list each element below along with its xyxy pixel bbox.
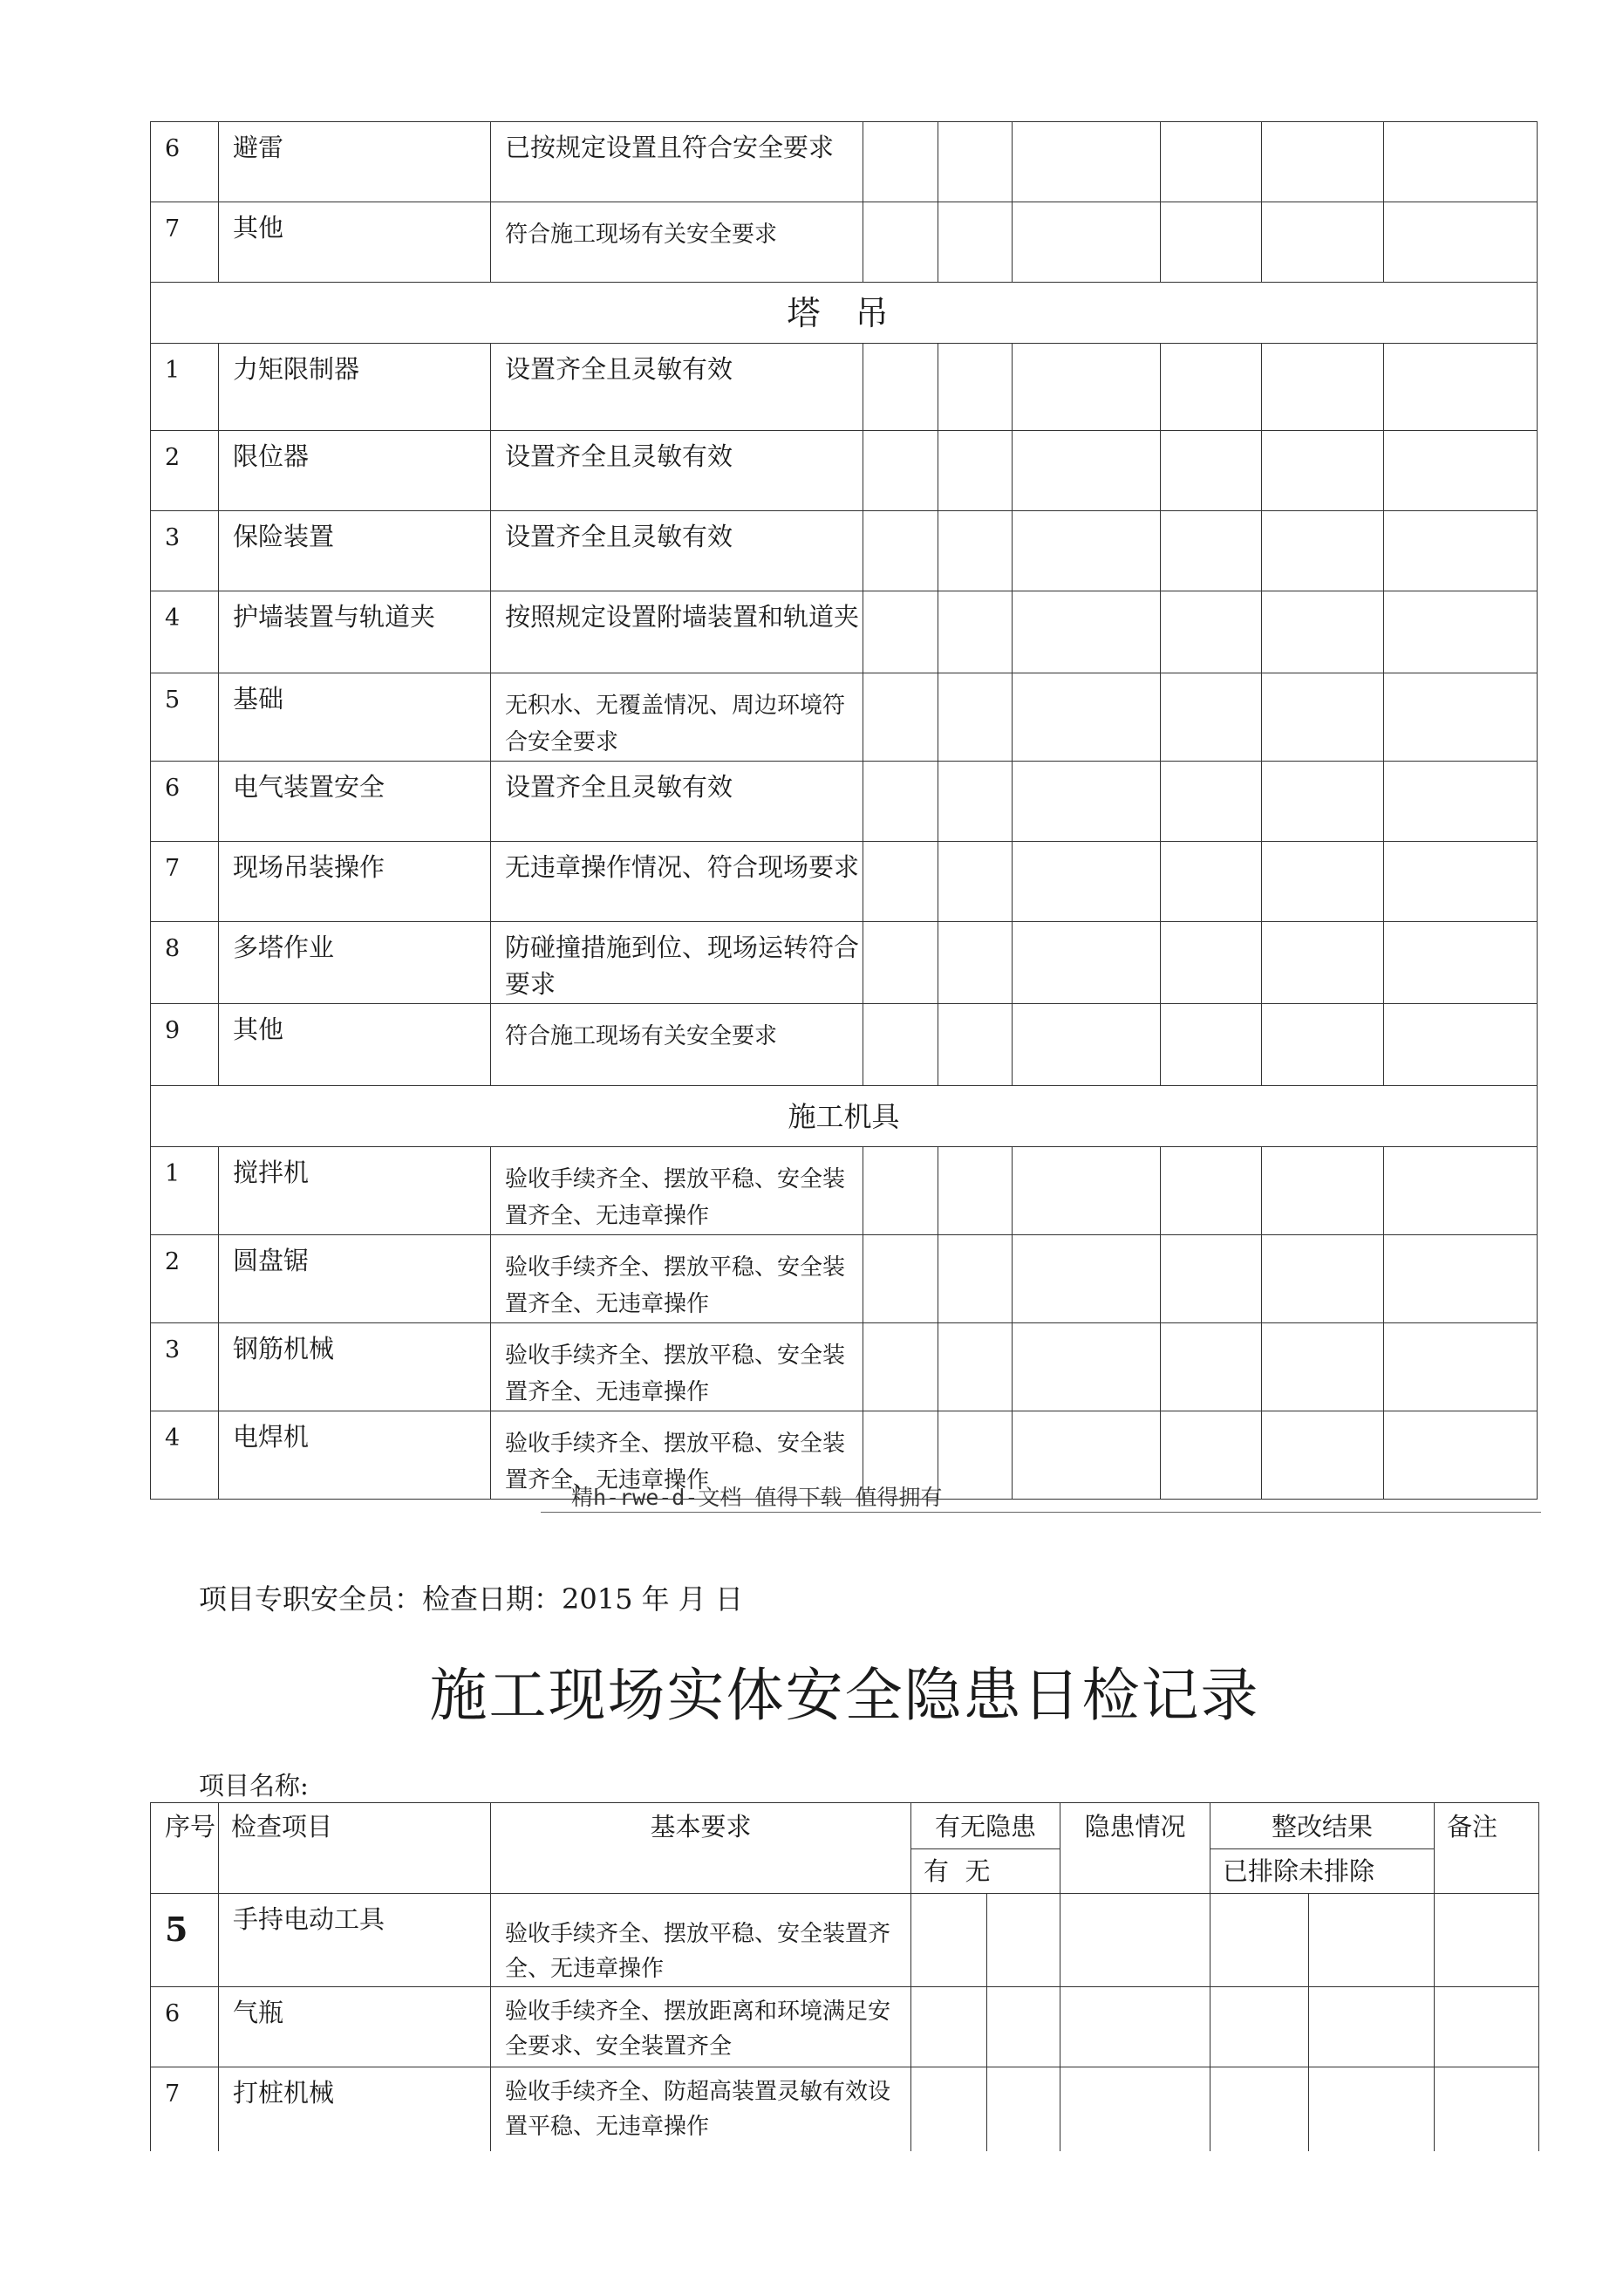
blank-cell[interactable] <box>1384 591 1538 673</box>
blank-cell[interactable] <box>1384 922 1538 1004</box>
blank-cell[interactable] <box>1262 591 1384 673</box>
blank-cell[interactable] <box>1013 202 1161 283</box>
row-number: 4 <box>151 591 219 673</box>
page-title: 施工现场实体安全隐患日检记录 <box>429 1662 1260 1729</box>
blank-cell[interactable] <box>863 1323 938 1411</box>
blank-cell[interactable] <box>1161 511 1262 591</box>
check-item: 限位器 <box>219 431 491 511</box>
check-item: 避雷 <box>219 122 491 202</box>
requirement: 符合施工现场有关安全要求 <box>491 1004 863 1086</box>
blank-cell[interactable] <box>1060 2067 1210 2151</box>
row-number: 2 <box>151 431 219 511</box>
header-basic-requirement: 基本要求 <box>491 1803 911 1894</box>
blank-cell[interactable] <box>1210 2067 1309 2151</box>
blank-cell[interactable] <box>1161 344 1262 431</box>
blank-cell[interactable] <box>1262 344 1384 431</box>
blank-cell[interactable] <box>1013 1411 1161 1500</box>
requirement: 无积水、无覆盖情况、周边环境符合安全要求 <box>491 673 863 762</box>
blank-cell[interactable] <box>938 511 1013 591</box>
blank-cell[interactable] <box>1262 431 1384 511</box>
row-number: 4 <box>151 1411 219 1500</box>
row-number: 1 <box>151 344 219 431</box>
row-number: 6 <box>151 762 219 842</box>
blank-cell[interactable] <box>938 1004 1013 1086</box>
blank-cell[interactable] <box>1013 431 1161 511</box>
blank-cell[interactable] <box>1262 762 1384 842</box>
blank-cell[interactable] <box>1435 1894 1539 1987</box>
blank-cell[interactable] <box>1060 1987 1210 2067</box>
blank-cell[interactable] <box>1161 591 1262 673</box>
hazard-yes-label: 有 <box>924 1856 950 1886</box>
blank-cell[interactable] <box>1013 762 1161 842</box>
requirement: 验收手续齐全、摆放距离和环境满足安全要求、安全装置齐全 <box>491 1987 911 2067</box>
check-item: 其他 <box>219 1004 491 1086</box>
table-row <box>151 1147 1538 1235</box>
blank-cell[interactable] <box>1013 922 1161 1004</box>
blank-cell[interactable] <box>1384 431 1538 511</box>
table-row <box>151 762 1538 842</box>
row-number: 3 <box>151 1323 219 1411</box>
requirement: 验收手续齐全、摆放平稳、安全装置齐全、无违章操作 <box>491 1894 911 1987</box>
requirement: 已按规定设置且符合安全要求 <box>491 122 863 202</box>
blank-cell[interactable] <box>1013 1147 1161 1235</box>
check-item: 钢筋机械 <box>219 1323 491 1411</box>
table-row <box>151 122 1538 202</box>
blank-cell[interactable] <box>1309 1894 1435 1987</box>
blank-cell[interactable] <box>938 762 1013 842</box>
blank-cell[interactable] <box>1262 1147 1384 1235</box>
blank-cell[interactable] <box>863 842 938 922</box>
blank-cell[interactable] <box>1384 1323 1538 1411</box>
inspector-date-line: 项目专职安全员：检查日期：2015 年 月 日 <box>199 1582 743 1616</box>
blank-cell[interactable] <box>1210 1987 1309 2067</box>
blank-cell[interactable] <box>938 202 1013 283</box>
check-item: 保险装置 <box>219 511 491 591</box>
blank-cell[interactable] <box>1384 511 1538 591</box>
blank-cell[interactable] <box>1262 122 1384 202</box>
blank-cell[interactable] <box>1309 2067 1435 2151</box>
blank-cell[interactable] <box>938 122 1013 202</box>
blank-cell[interactable] <box>863 922 938 1004</box>
section-row <box>151 1086 1538 1147</box>
blank-cell[interactable] <box>1384 673 1538 762</box>
blank-cell[interactable] <box>1384 1235 1538 1323</box>
table-row <box>151 1323 1538 1411</box>
section-title: 施工机具 <box>151 1086 1538 1147</box>
table-row <box>151 922 1538 1004</box>
blank-cell[interactable] <box>1384 1004 1538 1086</box>
blank-cell[interactable] <box>1013 122 1161 202</box>
table-row <box>151 1004 1538 1086</box>
blank-cell[interactable] <box>863 673 938 762</box>
check-item: 现场吊装操作 <box>219 842 491 922</box>
blank-cell[interactable] <box>987 2067 1060 2151</box>
requirement: 设置齐全且灵敏有效 <box>491 762 863 842</box>
blank-cell[interactable] <box>863 202 938 283</box>
check-item: 基础 <box>219 673 491 762</box>
blank-cell[interactable] <box>1262 1411 1384 1500</box>
blank-cell[interactable] <box>938 431 1013 511</box>
blank-cell[interactable] <box>863 431 938 511</box>
inspection-table-continued <box>150 121 1538 1500</box>
table-row <box>151 202 1538 283</box>
blank-cell[interactable] <box>863 1235 938 1323</box>
requirement: 验收手续齐全、摆放平稳、安全装置齐全、无违章操作 <box>491 1411 863 1500</box>
row-number: 7 <box>151 842 219 922</box>
blank-cell[interactable] <box>911 2067 987 2151</box>
requirement: 按照规定设置附墙装置和轨道夹 <box>491 591 863 673</box>
blank-cell[interactable] <box>1013 673 1161 762</box>
blank-cell[interactable] <box>1384 1411 1538 1500</box>
rectify-not-label: 未排除 <box>1299 1856 1375 1886</box>
blank-cell[interactable] <box>1013 591 1161 673</box>
blank-cell[interactable] <box>863 1004 938 1086</box>
requirement: 防碰撞措施到位、现场运转符合要求 <box>491 922 863 1004</box>
blank-cell[interactable] <box>911 1894 987 1987</box>
section-title: 塔 吊 <box>151 283 1538 344</box>
row-number: 5 <box>151 1894 219 1987</box>
blank-cell[interactable] <box>1161 202 1262 283</box>
table-row <box>151 1987 1539 2067</box>
table-row <box>151 1894 1539 1987</box>
header-seq-number: 序号 <box>151 1803 219 1894</box>
check-item: 圆盘锯 <box>219 1235 491 1323</box>
check-item: 电气装置安全 <box>219 762 491 842</box>
blank-cell[interactable] <box>1161 762 1262 842</box>
blank-cell[interactable] <box>1013 1004 1161 1086</box>
blank-cell[interactable] <box>1013 842 1161 922</box>
check-item: 打桩机械 <box>219 2067 491 2151</box>
blank-cell[interactable] <box>938 1235 1013 1323</box>
blank-cell[interactable] <box>1262 922 1384 1004</box>
blank-cell[interactable] <box>1161 842 1262 922</box>
section-row <box>151 283 1538 344</box>
table-row <box>151 431 1538 511</box>
blank-cell[interactable] <box>1013 511 1161 591</box>
header-hazard-yes-no <box>911 1849 1060 1894</box>
blank-cell[interactable] <box>987 1894 1060 1987</box>
inspection-table <box>150 1802 1539 2151</box>
blank-cell[interactable] <box>938 1411 1013 1500</box>
blank-cell[interactable] <box>863 122 938 202</box>
blank-cell[interactable] <box>1013 344 1161 431</box>
blank-cell[interactable] <box>911 1987 987 2067</box>
table-row <box>151 673 1538 762</box>
row-number: 6 <box>151 122 219 202</box>
check-item: 手持电动工具 <box>219 1894 491 1987</box>
row-number: 9 <box>151 1004 219 1086</box>
header-rectification-result: 整改结果 <box>1210 1803 1435 1849</box>
blank-cell[interactable] <box>1435 1987 1539 2067</box>
blank-cell[interactable] <box>1384 762 1538 842</box>
blank-cell[interactable] <box>1384 122 1538 202</box>
row-number: 3 <box>151 511 219 591</box>
requirement: 设置齐全且灵敏有效 <box>491 344 863 431</box>
header-check-item: 检查项目 <box>219 1803 491 1894</box>
check-item: 多塔作业 <box>219 922 491 1004</box>
blank-cell[interactable] <box>863 762 938 842</box>
requirement: 验收手续齐全、摆放平稳、安全装置齐全、无违章操作 <box>491 1235 863 1323</box>
blank-cell[interactable] <box>938 591 1013 673</box>
blank-cell[interactable] <box>1262 511 1384 591</box>
requirement: 无违章操作情况、符合现场要求 <box>491 842 863 922</box>
header-remarks: 备注 <box>1435 1803 1539 1894</box>
blank-cell[interactable] <box>1262 673 1384 762</box>
blank-cell[interactable] <box>1161 1235 1262 1323</box>
blank-cell[interactable] <box>1161 1323 1262 1411</box>
requirement: 验收手续齐全、摆放平稳、安全装置齐全、无违章操作 <box>491 1323 863 1411</box>
table-row <box>151 591 1538 673</box>
header-hazard-situation: 隐患情况 <box>1060 1803 1210 1894</box>
table-row <box>151 344 1538 431</box>
blank-cell[interactable] <box>1262 1323 1384 1411</box>
blank-cell[interactable] <box>1060 1894 1210 1987</box>
blank-cell[interactable] <box>987 1987 1060 2067</box>
rectify-done-label: 已排除 <box>1223 1856 1299 1886</box>
row-number: 5 <box>151 673 219 762</box>
blank-cell[interactable] <box>1262 1004 1384 1086</box>
footer-watermark-text: 精h-rwe-d-文档 值得下载 值得拥有 <box>571 1485 943 1510</box>
project-name-label: 项目名称: <box>199 1771 309 1801</box>
blank-cell[interactable] <box>1161 431 1262 511</box>
header-hazard-presence: 有无隐患 <box>911 1803 1060 1849</box>
hazard-no-label: 无 <box>965 1856 991 1886</box>
blank-cell[interactable] <box>938 344 1013 431</box>
header-rectify-status <box>1210 1849 1435 1894</box>
row-number: 2 <box>151 1235 219 1323</box>
blank-cell[interactable] <box>1309 1987 1435 2067</box>
blank-cell[interactable] <box>1384 202 1538 283</box>
check-item: 力矩限制器 <box>219 344 491 431</box>
blank-cell[interactable] <box>1262 842 1384 922</box>
requirement: 验收手续齐全、摆放平稳、安全装置齐全、无违章操作 <box>491 1147 863 1235</box>
blank-cell[interactable] <box>1161 1411 1262 1500</box>
check-item: 护墙装置与轨道夹 <box>219 591 491 673</box>
blank-cell[interactable] <box>1262 202 1384 283</box>
blank-cell[interactable] <box>1384 842 1538 922</box>
blank-cell[interactable] <box>938 673 1013 762</box>
check-item: 搅拌机 <box>219 1147 491 1235</box>
footer-divider <box>541 1512 1541 1513</box>
row-number: 1 <box>151 1147 219 1235</box>
table-row <box>151 2067 1539 2151</box>
blank-cell[interactable] <box>1013 1323 1161 1411</box>
blank-cell[interactable] <box>1161 1147 1262 1235</box>
check-item: 电焊机 <box>219 1411 491 1500</box>
blank-cell[interactable] <box>863 511 938 591</box>
blank-cell[interactable] <box>938 1323 1013 1411</box>
row-number: 7 <box>151 2067 219 2151</box>
blank-cell[interactable] <box>1384 1147 1538 1235</box>
blank-cell[interactable] <box>1013 1235 1161 1323</box>
blank-cell[interactable] <box>1262 1235 1384 1323</box>
blank-cell[interactable] <box>863 344 938 431</box>
check-item: 气瓶 <box>219 1987 491 2067</box>
blank-cell[interactable] <box>863 1147 938 1235</box>
blank-cell[interactable] <box>1384 344 1538 431</box>
requirement: 设置齐全且灵敏有效 <box>491 511 863 591</box>
requirement: 符合施工现场有关安全要求 <box>491 202 863 283</box>
row-number: 8 <box>151 922 219 1004</box>
blank-cell[interactable] <box>1161 122 1262 202</box>
blank-cell[interactable] <box>1435 2067 1539 2151</box>
table-row <box>151 1235 1538 1323</box>
requirement: 设置齐全且灵敏有效 <box>491 431 863 511</box>
table-row <box>151 511 1538 591</box>
blank-cell[interactable] <box>1161 1004 1262 1086</box>
requirement: 验收手续齐全、防超高装置灵敏有效设置平稳、无违章操作 <box>491 2067 911 2151</box>
check-item: 其他 <box>219 202 491 283</box>
row-number: 6 <box>151 1987 219 2067</box>
table-row <box>151 842 1538 922</box>
blank-cell[interactable] <box>1161 922 1262 1004</box>
blank-cell[interactable] <box>938 922 1013 1004</box>
row-number: 7 <box>151 202 219 283</box>
blank-cell[interactable] <box>938 1147 1013 1235</box>
blank-cell[interactable] <box>938 842 1013 922</box>
blank-cell[interactable] <box>1161 673 1262 762</box>
blank-cell[interactable] <box>1210 1894 1309 1987</box>
blank-cell[interactable] <box>863 591 938 673</box>
